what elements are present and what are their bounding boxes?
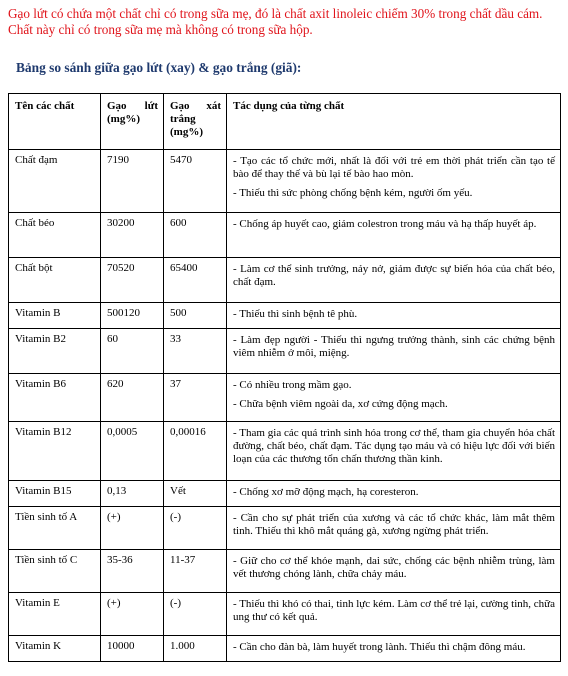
brown-rice-value: (+) xyxy=(101,507,164,550)
header-brown-rice: Gạo lứt (mg%) xyxy=(101,94,164,150)
table-row xyxy=(9,481,561,507)
table-row xyxy=(9,593,561,636)
white-rice-value: 37 xyxy=(164,374,227,422)
effect-cell xyxy=(227,507,561,550)
substance-name: Vitamin B2 xyxy=(9,329,101,374)
table-row xyxy=(9,329,561,374)
effect-text: - Chống áp huyết cao, giảm colestron trong máu và hạ thấp huyết áp. xyxy=(233,218,537,230)
table-row xyxy=(9,636,561,662)
effect-cell xyxy=(227,374,561,422)
substance-name: Vitamin E xyxy=(9,593,101,636)
table-body xyxy=(9,150,561,662)
effect-text: - Có nhiều trong mầm gạo. xyxy=(233,379,352,391)
effect-text: - Cần cho đàn bà, làm huyết trong lành. Thiếu thì chậm đông máu. xyxy=(233,641,526,653)
white-rice-value: 11-37 xyxy=(164,550,227,593)
brown-rice-value: (+) xyxy=(101,593,164,636)
effect-cell xyxy=(227,593,561,636)
effect-cell xyxy=(227,636,561,662)
white-rice-value: 33 xyxy=(164,329,227,374)
table-header-row xyxy=(9,94,561,150)
white-rice-value: 1.000 xyxy=(164,636,227,662)
table-row xyxy=(9,213,561,258)
brown-rice-value: 500120 xyxy=(101,303,164,329)
substance-name: Chất đạm xyxy=(9,150,101,213)
table-heading: Bảng so sánh giữa gạo lứt (xay) & gạo trắng (giã): xyxy=(16,60,302,75)
brown-rice-value: 7190 xyxy=(101,150,164,213)
effect-text: - Làm cơ thể sinh trưởng, nảy nở, giảm được sự biến hóa của chất béo, chất đạm. xyxy=(233,263,555,288)
table-row xyxy=(9,150,561,213)
substance-name: Vitamin B xyxy=(9,303,101,329)
comparison-table xyxy=(8,93,561,662)
effect-text: - Chống xơ mỡ động mạch, hạ coresteron. xyxy=(233,486,419,498)
effect-cell xyxy=(227,481,561,507)
effect-text: - Thiếu thì sức phòng chống bệnh kém, người ốm yếu. xyxy=(233,187,473,199)
table-row xyxy=(9,507,561,550)
intro-paragraph: Gạo lứt có chứa một chất chỉ có trong sữa mẹ, đó là chất axit linoleic chiếm 30% trong chất dầu cám. Chất này chỉ có trong sữa mẹ mà không có trong sữa hộp. xyxy=(8,6,543,37)
effect-text: - Thiếu thì khó có thai, tinh lực kém. Làm cơ thể trẻ lại, cường tinh, chữa ung thư có kết quả. xyxy=(233,598,555,623)
effect-text: - Làm đẹp người - Thiếu thì ngưng trưởng thành, sinh các chứng bệnh viêm nhiễm ở môi, miệng. xyxy=(233,334,555,359)
effect-cell xyxy=(227,258,561,303)
white-rice-value: (-) xyxy=(164,593,227,636)
effect-text: - Tạo các tổ chức mới, nhất là đối với trẻ em thời phát triển cần tạo tế bào để thay thế và bù lại tế bào hao mòn. xyxy=(233,155,555,180)
effect-text: - Chữa bệnh viêm ngoài da, xơ cứng động mạch. xyxy=(233,398,448,410)
substance-name: Chất béo xyxy=(9,213,101,258)
effect-cell xyxy=(227,150,561,213)
effect-cell xyxy=(227,213,561,258)
substance-name: Tiền sinh tố A xyxy=(9,507,101,550)
header-white-rice: Gạo xát trắng (mg%) xyxy=(164,94,227,150)
effect-cell xyxy=(227,303,561,329)
brown-rice-value: 60 xyxy=(101,329,164,374)
substance-name: Chất bột xyxy=(9,258,101,303)
substance-name: Vitamin B15 xyxy=(9,481,101,507)
substance-name: Vitamin B12 xyxy=(9,422,101,481)
brown-rice-value: 70520 xyxy=(101,258,164,303)
effect-cell xyxy=(227,422,561,481)
brown-rice-value: 620 xyxy=(101,374,164,422)
effect-text: - Cần cho sự phát triển của xương và các tổ chức khác, làm mắt thêm tinh. Thiếu thì khô mắt quáng gà, xương ngừng phát triển. xyxy=(233,512,555,537)
table-row xyxy=(9,303,561,329)
substance-name: Vitamin B6 xyxy=(9,374,101,422)
white-rice-value: Vết xyxy=(164,481,227,507)
effect-cell xyxy=(227,550,561,593)
brown-rice-value: 10000 xyxy=(101,636,164,662)
header-substance: Tên các chất xyxy=(9,94,101,150)
white-rice-value: 500 xyxy=(164,303,227,329)
substance-name: Vitamin K xyxy=(9,636,101,662)
white-rice-value: 5470 xyxy=(164,150,227,213)
brown-rice-value: 30200 xyxy=(101,213,164,258)
white-rice-value: 0,00016 xyxy=(164,422,227,481)
white-rice-value: 600 xyxy=(164,213,227,258)
header-effect: Tác dụng của từng chất xyxy=(227,94,561,150)
substance-name: Tiền sinh tố C xyxy=(9,550,101,593)
white-rice-value: (-) xyxy=(164,507,227,550)
table-row xyxy=(9,550,561,593)
table-row xyxy=(9,374,561,422)
brown-rice-value: 0,0005 xyxy=(101,422,164,481)
effect-text: - Tham gia các quá trình sinh hóa trong cơ thể, tham gia chuyển hóa chất đường, chất béo, chất đạm. Tác dụng tạo máu và có hiệu lực đối với biến loạn của các thương tổn chấn thương thần kinh. xyxy=(233,427,555,465)
table-row xyxy=(9,422,561,481)
effect-text: - Giữ cho cơ thể khỏe mạnh, dai sức, chống các bệnh nhiễm trùng, làm vết thương chóng lành, chữa chảy máu. xyxy=(233,555,555,580)
effect-cell xyxy=(227,329,561,374)
white-rice-value: 65400 xyxy=(164,258,227,303)
brown-rice-value: 35-36 xyxy=(101,550,164,593)
effect-text: - Thiếu thì sinh bệnh tê phù. xyxy=(233,308,358,320)
brown-rice-value: 0,13 xyxy=(101,481,164,507)
table-row xyxy=(9,258,561,303)
